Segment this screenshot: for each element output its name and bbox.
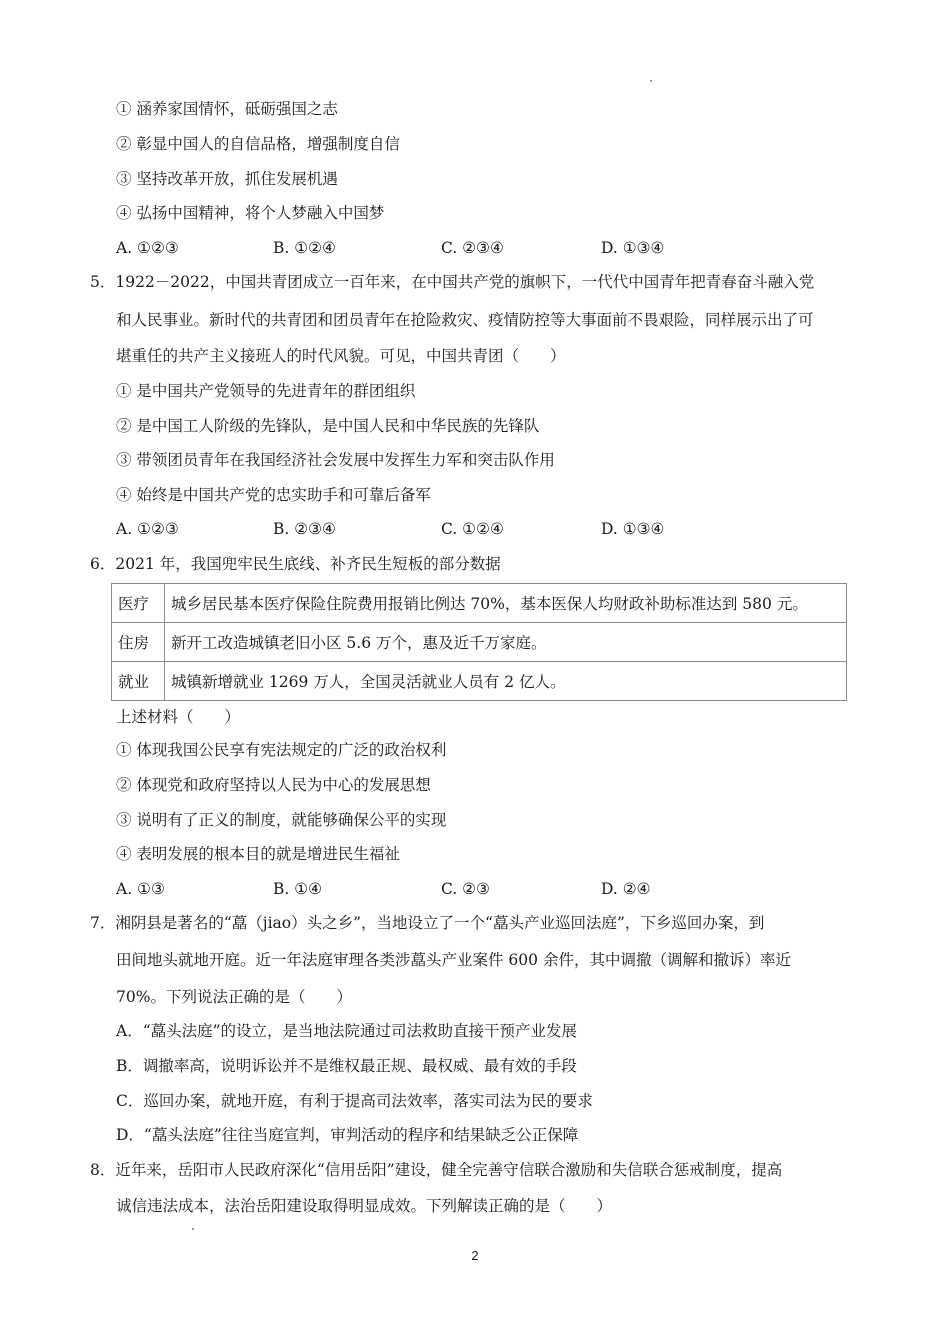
q4-item-2: ② 彰显中国人的自信品格，增强制度自信 bbox=[116, 135, 400, 153]
q4-options bbox=[116, 238, 816, 258]
q4-option-a: A. ①②③ bbox=[116, 239, 179, 257]
q6-item-3: ③ 说明有了正义的制度，就能够确保公平的实现 bbox=[116, 811, 447, 829]
q7-choice-a: A．“藠头法庭”的设立，是当地法院通过司法救助直接干预产业发展 bbox=[116, 1022, 578, 1040]
q8-stem-line-1: 8．近年来，岳阳市人民政府深化“信用岳阳”建设，健全完善守信联合激励和失信联合惩戒制度，提高 bbox=[90, 1161, 783, 1179]
table-cell-category: 医疗 bbox=[112, 584, 165, 623]
q6-option-d: D. ②④ bbox=[601, 880, 651, 898]
table-row bbox=[112, 662, 847, 701]
q5-item-1: ① 是中国共产党领导的先进青年的群团组织 bbox=[116, 382, 416, 400]
q6-question: 上述材料（ ） bbox=[116, 708, 241, 726]
q6-options bbox=[116, 879, 816, 899]
q5-item-2: ② 是中国工人阶级的先锋队，是中国人民和中华民族的先锋队 bbox=[116, 417, 540, 435]
q5-option-b: B. ②③④ bbox=[273, 520, 336, 538]
page-number: 2 bbox=[471, 1248, 479, 1263]
q6-item-2: ② 体现党和政府坚持以人民为中心的发展思想 bbox=[116, 776, 431, 794]
q6-data-table bbox=[111, 583, 847, 701]
q5-option-a: A. ①②③ bbox=[116, 520, 179, 538]
table-row bbox=[112, 584, 847, 623]
q6-stem: 6．2021 年，我国兜牢民生底线、补齐民生短板的部分数据 bbox=[90, 555, 501, 573]
q5-option-d: D. ①③④ bbox=[601, 520, 665, 538]
q5-item-4: ④ 始终是中国共产党的忠实助手和可靠后备军 bbox=[116, 486, 431, 504]
table-cell-content: 城镇新增就业 1269 万人，全国灵活就业人员有 2 亿人。 bbox=[165, 662, 847, 701]
q7-choice-c: C．巡回办案，就地开庭，有利于提高司法效率，落实司法为民的要求 bbox=[116, 1092, 593, 1110]
q5-stem-line-1: 5．1922－2022，中国共青团成立一百年来，在中国共产党的旗帜下，一代代中国青年把青春奋斗融入党 bbox=[90, 273, 815, 291]
scan-speck bbox=[192, 1228, 194, 1230]
table-cell-content: 新开工改造城镇老旧小区 5.6 万个，惠及近千万家庭。 bbox=[165, 623, 847, 662]
q5-options bbox=[116, 519, 816, 539]
q4-option-b: B. ①②④ bbox=[273, 239, 336, 257]
q6-item-1: ① 体现我国公民享有宪法规定的广泛的政治权利 bbox=[116, 741, 447, 759]
q5-stem-line-2: 和人民事业。新时代的共青团和团员青年在抢险救灾、疫情防控等大事面前不畏艰险，同样展示出了可 bbox=[116, 311, 814, 329]
q8-stem-line-2: 诚信违法成本，法治岳阳建设取得明显成效。下列解读正确的是（ ） bbox=[116, 1197, 613, 1215]
q4-item-3: ③ 坚持改革开放，抓住发展机遇 bbox=[116, 170, 338, 188]
q4-option-c: C. ②③④ bbox=[441, 239, 504, 257]
q6-option-a: A. ①③ bbox=[116, 880, 165, 898]
q7-stem-line-3: 70%。下列说法正确的是（ ） bbox=[116, 988, 352, 1006]
table-cell-category: 住房 bbox=[112, 623, 165, 662]
q5-stem-line-3: 堪重任的共产主义接班人的时代风貌。可见，中国共青团（ ） bbox=[116, 347, 566, 365]
q7-choice-d: D．“藠头法庭”往往当庭宣判，审判活动的程序和结果缺乏公正保障 bbox=[116, 1126, 579, 1144]
q6-option-c: C. ②③ bbox=[441, 880, 490, 898]
table-cell-content: 城乡居民基本医疗保险住院费用报销比例达 70%，基本医保人均财政补助标准达到 580 元。 bbox=[165, 584, 847, 623]
q5-item-3: ③ 带领团员青年在我国经济社会发展中发挥生力军和突击队作用 bbox=[116, 451, 555, 469]
q7-stem-line-2: 田间地头就地开庭。近一年法庭审理各类涉藠头产业案件 600 余件，其中调撤（调解和撤诉）率近 bbox=[116, 951, 791, 969]
table-cell-category: 就业 bbox=[112, 662, 165, 701]
q7-stem-line-1: 7．湘阴县是著名的“藠（jiao）头之乡”，当地设立了一个“藠头产业巡回法庭”，下乡巡回办案，到 bbox=[90, 914, 765, 932]
q4-option-d: D. ①③④ bbox=[601, 239, 665, 257]
q5-option-c: C. ①②④ bbox=[441, 520, 504, 538]
q6-item-4: ④ 表明发展的根本目的就是增进民生福祉 bbox=[116, 845, 400, 863]
q4-item-4: ④ 弘扬中国精神，将个人梦融入中国梦 bbox=[116, 204, 385, 222]
scan-speck bbox=[650, 80, 652, 82]
q7-choice-b: B．调撤率高，说明诉讼并不是维权最正规、最权威、最有效的手段 bbox=[116, 1057, 577, 1075]
q4-item-1: ① 涵养家国情怀，砥砺强国之志 bbox=[116, 100, 338, 118]
q6-option-b: B. ①④ bbox=[273, 880, 323, 898]
table-row bbox=[112, 623, 847, 662]
